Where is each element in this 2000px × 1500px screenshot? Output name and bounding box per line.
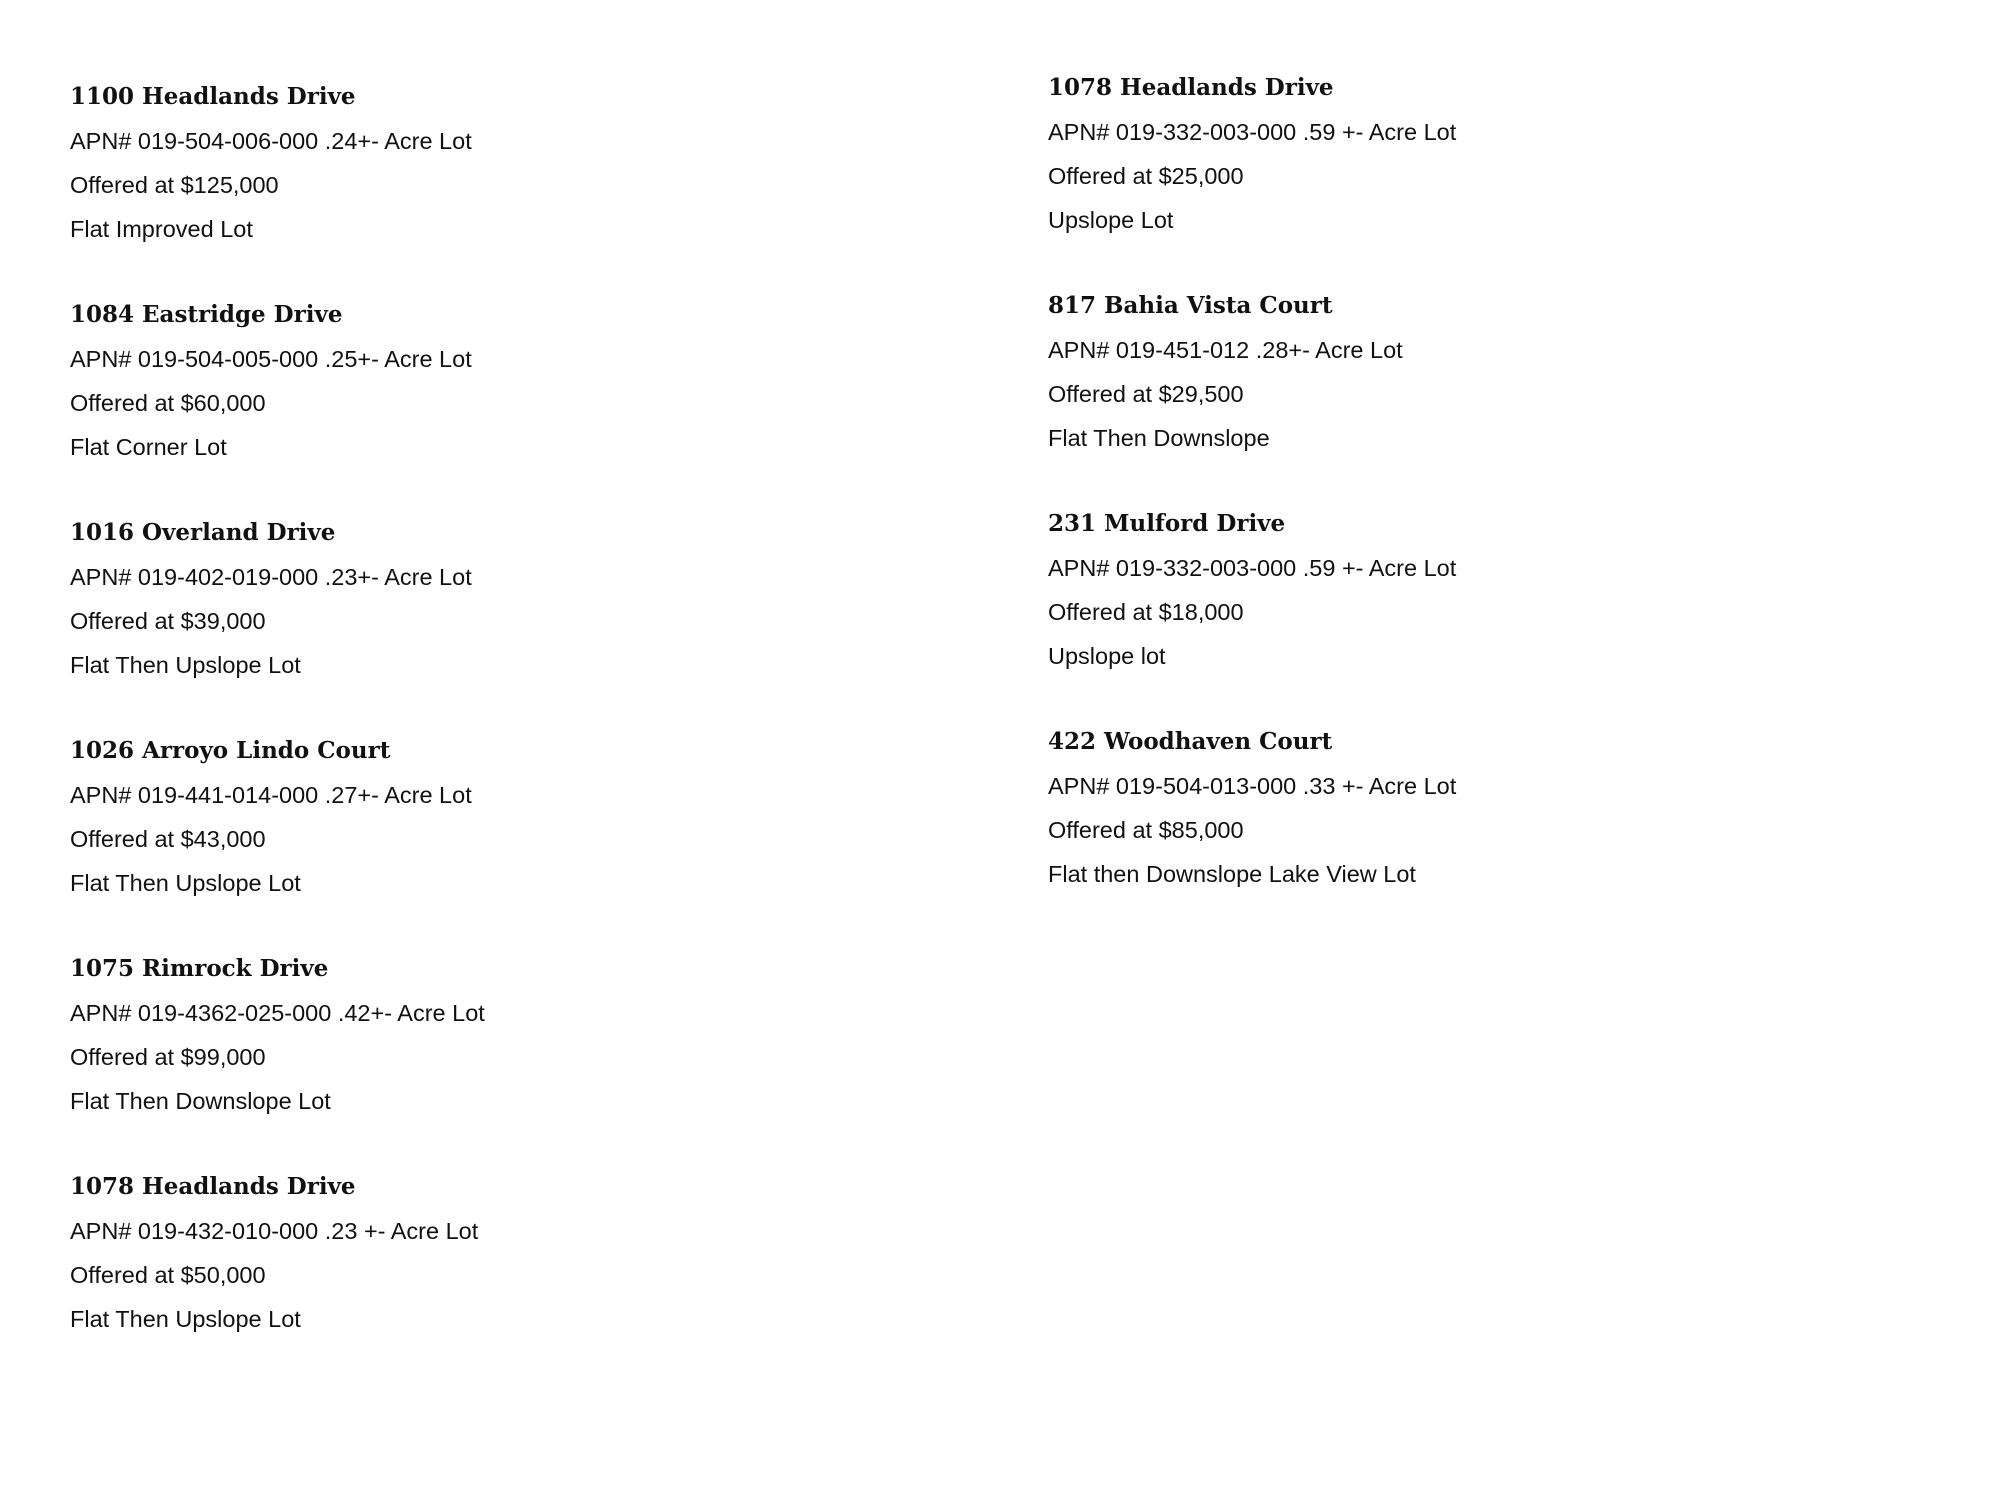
listing-apn: APN# 019-332-003-000 .59 +- Acre Lot xyxy=(1048,119,1457,145)
listing-address: 1075 Rimrock Drive xyxy=(70,955,329,982)
listing xyxy=(70,82,970,300)
listing xyxy=(70,1172,970,1390)
listing-price: Offered at $25,000 xyxy=(1048,163,1244,189)
listing-description: Flat Then Upslope Lot xyxy=(70,652,301,678)
listing-apn: APN# 019-4362-025-000 .42+- Acre Lot xyxy=(70,1000,485,1026)
listing-address: 1016 Overland Drive xyxy=(70,519,336,546)
listing-description: Upslope Lot xyxy=(1048,207,1174,233)
listing xyxy=(1048,73,1948,291)
listing-price: Offered at $29,500 xyxy=(1048,381,1244,407)
listing xyxy=(70,736,970,954)
listing-address: 1100 Headlands Drive xyxy=(70,83,356,110)
listing-description: Flat Then Upslope Lot xyxy=(70,870,301,896)
listing-description: Flat Then Downslope xyxy=(1048,425,1270,451)
listing-apn: APN# 019-504-006-000 .24+- Acre Lot xyxy=(70,128,472,154)
listing-address: 1084 Eastridge Drive xyxy=(70,301,343,328)
listing-price: Offered at $99,000 xyxy=(70,1044,266,1070)
listing xyxy=(1048,727,1948,945)
listing-address: 231 Mulford Drive xyxy=(1048,510,1286,537)
listing xyxy=(70,954,970,1172)
listing-address: 1026 Arroyo Lindo Court xyxy=(70,737,391,764)
listing-description: Flat then Downslope Lake View Lot xyxy=(1048,861,1416,887)
listing xyxy=(70,300,970,518)
listing-address: 1078 Headlands Drive xyxy=(70,1173,356,1200)
listing-price: Offered at $85,000 xyxy=(1048,817,1244,843)
listing-price: Offered at $125,000 xyxy=(70,172,279,198)
listing-price: Offered at $43,000 xyxy=(70,826,266,852)
listing xyxy=(70,518,970,736)
listing-apn: APN# 019-332-003-000 .59 +- Acre Lot xyxy=(1048,555,1457,581)
listing-address: 1078 Headlands Drive xyxy=(1048,74,1334,101)
left-column xyxy=(70,82,970,1390)
listing-price: Offered at $39,000 xyxy=(70,608,266,634)
listing-apn: APN# 019-504-013-000 .33 +- Acre Lot xyxy=(1048,773,1457,799)
listing xyxy=(1048,509,1948,727)
listing-apn: APN# 019-432-010-000 .23 +- Acre Lot xyxy=(70,1218,479,1244)
listing-description: Flat Then Upslope Lot xyxy=(70,1306,301,1332)
listing-apn: APN# 019-504-005-000 .25+- Acre Lot xyxy=(70,346,472,372)
listing-description: Flat Then Downslope Lot xyxy=(70,1088,331,1114)
listing-description: Flat Improved Lot xyxy=(70,216,253,242)
listing-address: 817 Bahia Vista Court xyxy=(1048,292,1333,319)
right-column xyxy=(1048,73,1948,945)
listing-price: Offered at $60,000 xyxy=(70,390,266,416)
listing-price: Offered at $18,000 xyxy=(1048,599,1244,625)
listing xyxy=(1048,291,1948,509)
listing-price: Offered at $50,000 xyxy=(70,1262,266,1288)
listing-description: Upslope lot xyxy=(1048,643,1166,669)
listing-description: Flat Corner Lot xyxy=(70,434,227,460)
listing-address: 422 Woodhaven Court xyxy=(1048,728,1333,755)
listing-apn: APN# 019-441-014-000 .27+- Acre Lot xyxy=(70,782,472,808)
listing-apn: APN# 019-402-019-000 .23+- Acre Lot xyxy=(70,564,472,590)
listing-apn: APN# 019-451-012 .28+- Acre Lot xyxy=(1048,337,1403,363)
